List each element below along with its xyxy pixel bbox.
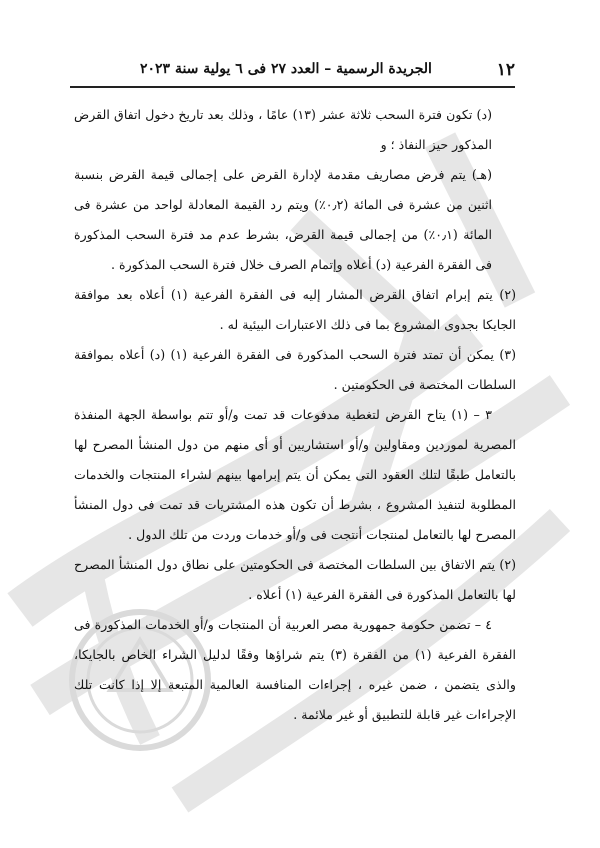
- article-3-paragraph-2: (٢) يتم الاتفاق بين السلطات المختصة فى الحكومتين على نطاق دول المنشأ المصرح لها بالتعامل المذكورة فى الفقرة الفرعية (١) أعلاه .: [74, 557, 516, 602]
- paragraph-3: (٣) يمكن أن تمتد فترة السحب المذكورة فى الفقرة الفرعية (١) (د) أعلاه بموافقة السلطات المختصة فى الحكومتين .: [74, 347, 516, 392]
- document-body: [74, 100, 516, 730]
- article-3-paragraph-1: ٣ – (١) يتاح القرض لتغطية مدفوعات قد تمت و/أو تتم بواسطة الجهة المنفذة المصرية لموردين ومقاولين و/أو استشاريين أو أى منهم من دول المنشأ المصرح لها بالتعامل طبقًا لتلك العقود التى يمكن أن يتم إبرامها بينهم لشراء المنتجات والخدمات المطلوبة لتنفيذ المشروع ، بشرط أن تكون هذه المشتريات قد تمت فى دول المنشأ المصرح لها بالتعامل لمنتجات أنتجت فى و/أو خدمات وردت من تلك الدول .: [74, 407, 516, 542]
- paragraph-2: (٢) يتم إبرام اتفاق القرض المشار إليه فى الفقرة الفرعية (١) أعلاه بعد موافقة الجايكا بجدوى المشروع بما فى ذلك الاعتبارات البيئية له .: [74, 287, 516, 332]
- page-number: ١٢: [496, 60, 515, 80]
- gazette-title: الجريدة الرسمية – العدد ٢٧ فى ٦ يولية سنة ٢٠٢٣: [140, 61, 432, 77]
- article-4: ٤ – تضمن حكومة جمهورية مصر العربية أن المنتجات و/أو الخدمات المذكورة فى الفقرة الفرعية (١) من الفقرة (٣) يتم شراؤها وفقًا لدليل الشراء الخاص بالجايكا، والذى يتضمن ، ضمن غيره ، إجراءات المنافسة العالمية المتبعة إلا إذا كانت تلك الإجراءات غير قابلة للتطبيق أو غير ملائمة .: [74, 617, 516, 722]
- clause-he: (هـ) يتم فرض مصاريف مقدمة لإدارة القرض على إجمالى قيمة القرض بنسبة اثنين من عشرة فى المائة (٠٫٢٪) ويتم رد القيمة المعادلة لواحد من عشرة فى المائة (٠٫١٪) من إجمالى قيمة القرض، بشرط عدم مد فترة السحب المذكورة فى الفقرة الفرعية (د) أعلاه وإتمام الصرف خلال فترة السحب المذكورة .: [74, 167, 493, 272]
- clause-d: (د) تكون فترة السحب ثلاثة عشر (١٣) عامًا ، وذلك بعد تاريخ دخول اتفاق القرض المذكور حيز النفاذ ؛ و: [74, 107, 492, 152]
- header-rule: [70, 86, 515, 88]
- page-header: [70, 54, 515, 88]
